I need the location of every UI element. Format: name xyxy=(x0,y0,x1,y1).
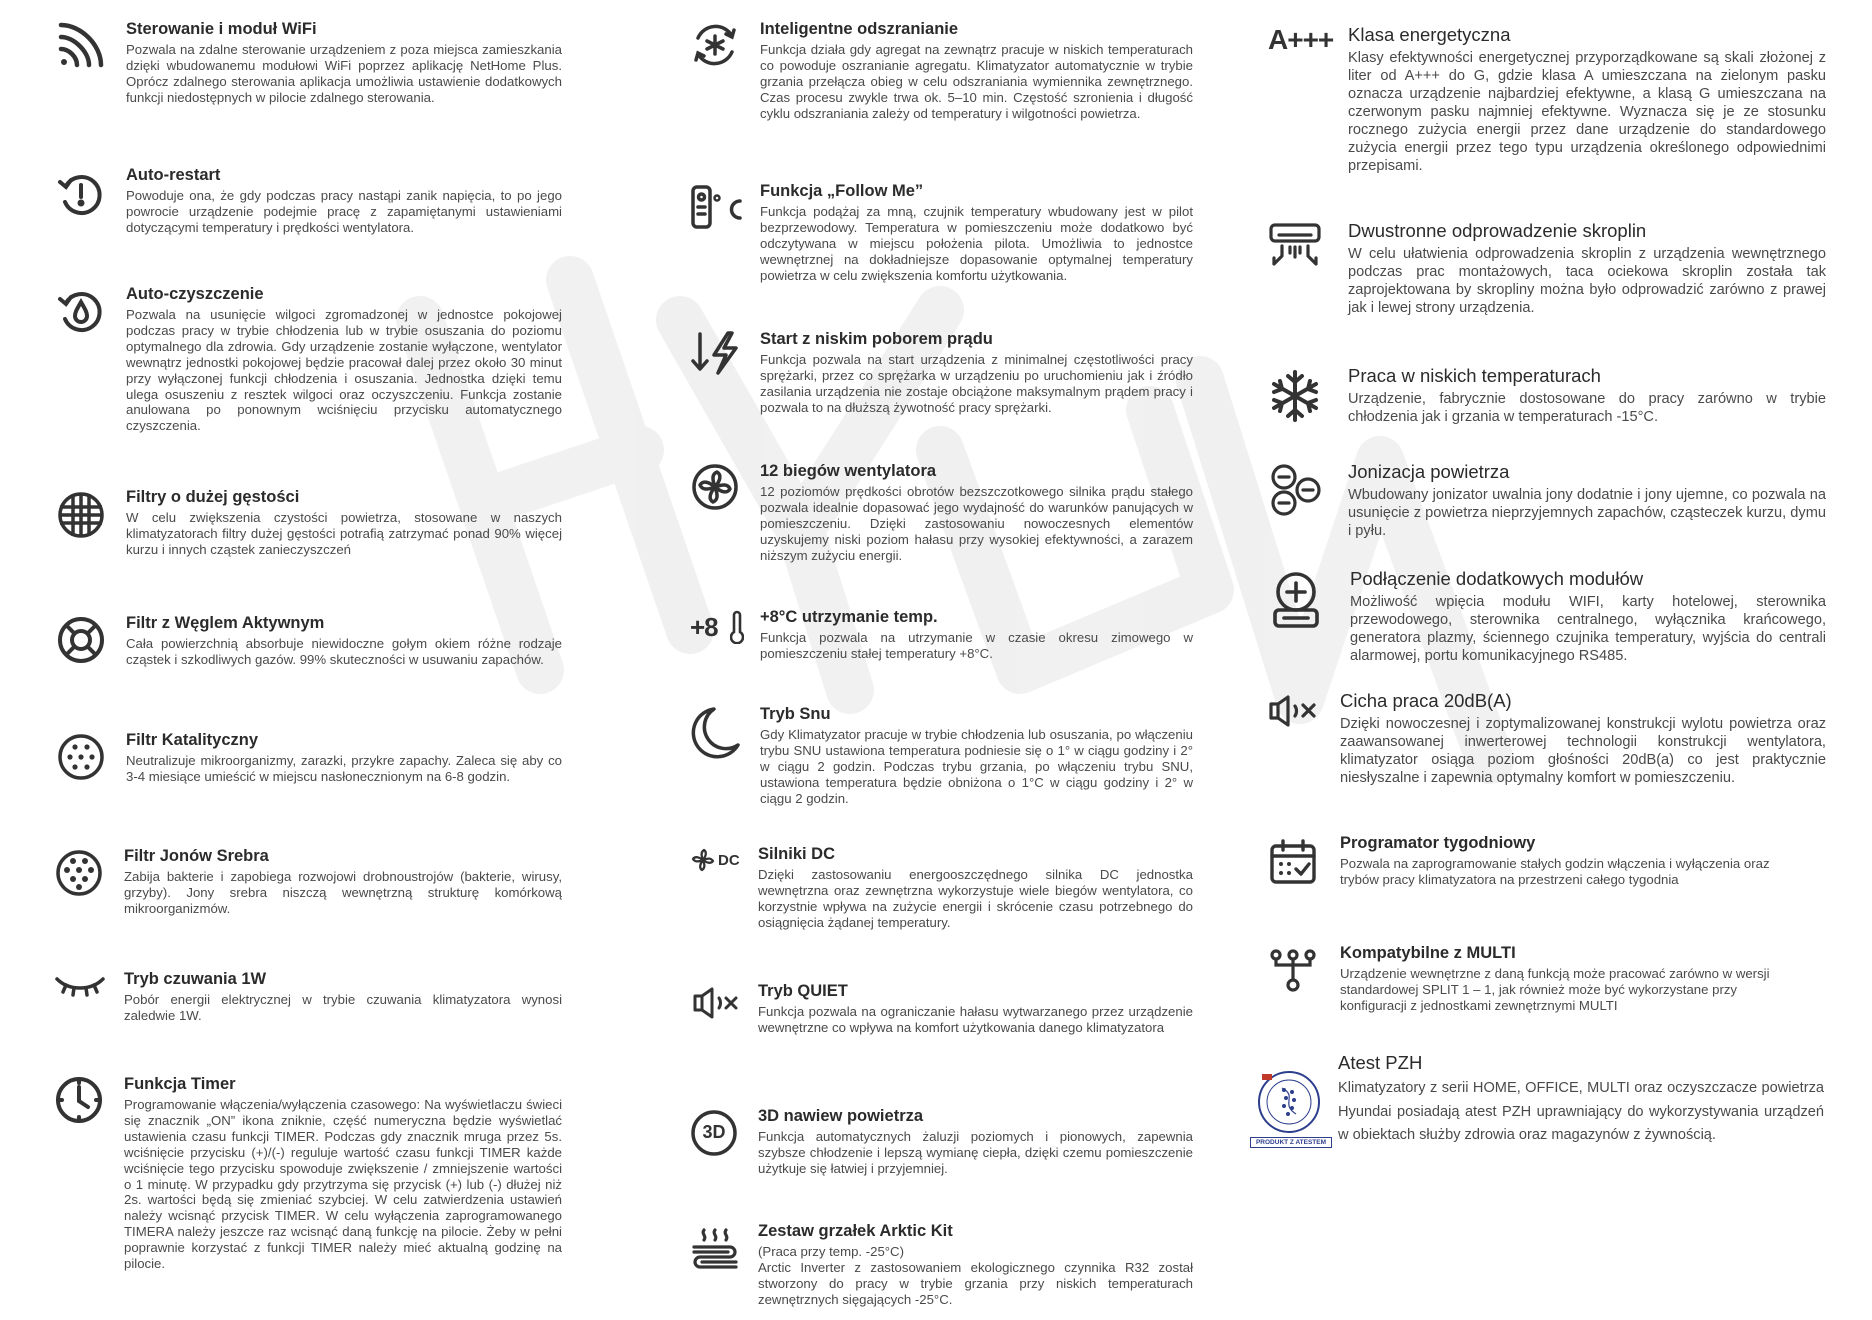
auto-clean-icon xyxy=(56,287,106,337)
energy-class-icon xyxy=(1268,24,1333,56)
follow-me-icon xyxy=(690,184,744,230)
feature-title: Filtr z Węglem Aktywnym xyxy=(126,614,325,632)
feature-desc: 12 poziomów prędkości obrotów bezszczotkowego silnika prądu stałego pozwala idealnie dopasować jego wydajność do warunków panujących w pomieszczeniu. Dzięki zastosowaniu nowoczesnych elementów uzyskujemy niski poziom hałasu przy wysokiej efektywności, a zarazem niższym zużyciu energii. xyxy=(760,484,1193,563)
feature-desc: Pozwala na zaprogramowanie stałych godzin włączenia i wyłączenia oraz trybów pracy klimatyzatora na przestrzeni całego tygodnia xyxy=(1340,856,1770,887)
dc-motor-icon xyxy=(690,847,746,873)
feature-title: Programator tygodniowy xyxy=(1340,834,1536,852)
feature-title: Zestaw grzałek Arktic Kit xyxy=(758,1222,953,1240)
standby-icon xyxy=(54,972,106,998)
timer-icon xyxy=(54,1075,104,1125)
feature-desc: Klimatyzatory z serii HOME, OFFICE, MULTI oraz oczyszczacze powietrza Hyundai posiadają atest PZH uprawniający do wykorzystywania urządzeń w obiektach służby zdrowia oraz magazynów z żywnością. xyxy=(1338,1080,1824,1143)
3d-label: 3D xyxy=(702,1122,726,1142)
feature-title: Start z niskim poborem prądu xyxy=(760,330,993,348)
feature-desc: Pobór energii elektrycznej w trybie czuwania klimatyzatora wynosi zaledwie 1W. xyxy=(124,992,562,1023)
feature-title: 12 biegów wentylatora xyxy=(760,462,937,480)
feature-desc: Programowanie włączenia/wyłączenia czasowego: Na wyświetlaczu świeci się znacznik „ON” ikona zniknie, część numeryczna będzie wyświetlać ustawienia czasu funkcji TIMER. Podczas gdy znacznik mruga przez 5s. wciśnięcie przycisku (+)/(-) reguluje wartość czasu funkcji TIMER każde wciśnięcie tego przycisku spowoduje zwiększenie / zmniejszenie wartości o 1 minutę. W przypadku gdy przytrzyma się przycisk (+) lub (-) dłużej niż 2s. wartości będą się zmieniać szybciej. W celu zatwierdzenia ustawień należy wcisnąć przycisk TIMER. W celu wyłączenia zaprogramowanego TIMERA należy jeszcze raz wcisnąć daną funkcję na pilocie. Żeby w pełni poprawnie korzystać z funkcji TIMER należy mieć aktualną godzinę na pilocie. xyxy=(124,1097,562,1272)
feature-title: Jonizacja powietrza xyxy=(1348,461,1510,482)
feature-title: Filtry o dużej gęstości xyxy=(126,488,300,506)
feature-title: Klasa energetyczna xyxy=(1348,24,1511,45)
feature-desc: Gdy Klimatyzator pracuje w trybie chłodzenia lub osuszania, po włączeniu trybu SNU ustawiona temperatura podniesie się o 1° w ciągu godziny i 2° w ciągu 2 godzin. Podczas trybu grzania, po włączeniu trybu SNU, ustawiona temperatura będzie obniżona o 1°C w ciągu godziny i 2° w ciągu 2 godzin. xyxy=(760,727,1193,806)
feature-desc: Pozwala na usunięcie wilgoci zgromadzonej w jednostce pokojowej podczas pracy w trybie chłodzenia lub w trybie osuszania do poziomu optymalnego dla zdrowia. Gdy urządzenie zostanie wyłączone, wentylator wewnątrz jednostki pokojowej będzie pracował dalej przez około 30 minut przy wyłączonej funkcji chłodzenia i osuszania. Jednostka dzięki temu ulega osuszeniu z resztek wilgoci oraz oczyszczeniu. Funkcja zostanie anulowana po ponownym wciśnięciu przycisku automatycznego czyszczenia. xyxy=(126,307,562,434)
feature-title: Tryb Snu xyxy=(760,705,831,723)
feature-title: Kompatybilne z MULTI xyxy=(1340,944,1516,962)
auto-restart-icon xyxy=(56,170,106,220)
feature-title: Auto-restart xyxy=(126,166,221,184)
feature-desc: Wbudowany jonizator uwalnia jony dodatnie i jony ujemne, co pozwala na usunięcie z powietrza nieprzyjemnych zapachów, cząsteczek kurzu, dymu i pyłu. xyxy=(1348,487,1826,539)
feature-title: Tryb QUIET xyxy=(758,982,848,1000)
feature-title: Sterowanie i moduł WiFi xyxy=(126,20,317,38)
feature-title: Atest PZH xyxy=(1338,1052,1423,1073)
feature-title: Inteligentne odszranianie xyxy=(760,20,959,38)
plus8-label: +8 xyxy=(690,612,718,642)
feature-desc: Funkcja pozwala na start urządzenia z minimalnej częstotliwości pracy sprężarki, przez co sprężarka w urządzeniu po uruchomieniu jak i źródło zasilania urządzenia nie zostaje obciążone maksymalnym prądem pracy i pozwala to na dłuższą żywotność pracy sprężarki. xyxy=(760,352,1193,415)
feature-desc: Funkcja pozwala na utrzymanie w czasie okresu zimowego w pomieszczeniu stałej temperatury +8°C. xyxy=(760,630,1193,661)
pzh-seal-icon xyxy=(1254,1070,1327,1150)
low-start-current-icon xyxy=(690,330,740,376)
3d-airflow-icon xyxy=(690,1109,738,1157)
feature-title: Tryb czuwania 1W xyxy=(124,970,267,988)
feature-desc: Powoduje ona, że gdy podczas pracy nastąpi zanik napięcia, to po jego powrocie urządzenie podejmie pracę z zapamiętanymi ustawieniami dotyczącymi temperatury i prędkości wentylatora. xyxy=(126,188,562,235)
defrost-icon xyxy=(690,20,740,70)
weekly-calendar-icon xyxy=(1268,838,1318,888)
heater-kit-icon xyxy=(690,1226,740,1276)
feature-subtitle: (Praca przy temp. -25°C) xyxy=(758,1244,904,1259)
feature-desc: Funkcja pozwala na ograniczanie hałasu wytwarzanego przez urządzenie wewnętrzne co wpływa na komfort użytkowania danego klimatyzatora xyxy=(758,1004,1193,1035)
energy-class-label: A+++ xyxy=(1268,24,1334,55)
condensate-drain-icon xyxy=(1268,222,1322,268)
feature-desc: W celu zwiększenia czystości powietrza, stosowane w naszych klimatyzatorach filtry dużej gęstości potrafią zatrzymać ponad 90% więcej kurzu i innych cząstek zanieczyszczeń xyxy=(126,510,562,557)
feature-desc: Urządzenie, fabrycznie dostosowane do pracy zarówno w trybie chłodzenia jak i grzania w temperaturach -15°C. xyxy=(1348,391,1826,425)
pzh-seal-text: PRODUKT Z ATESTEM xyxy=(1250,1137,1332,1148)
feature-title: Podłączenie dodatkowych modułów xyxy=(1350,568,1644,589)
quiet-speaker-icon xyxy=(690,986,740,1020)
high-density-filter-icon xyxy=(56,490,106,540)
feature-desc: Funkcja automatycznych żaluzji poziomych i pionowych, zapewnia szybsze chłodzenie i lepszą wymianę ciepła, dzięki czemu pomieszczenie użytkuje się łatwiej i przyjemniej. xyxy=(758,1129,1193,1176)
carbon-filter-icon xyxy=(56,615,106,665)
feature-desc: Funkcja podążaj za mną, czujnik temperatury wbudowany jest w pilot bezprzewodowy. Temperatura w pomieszczeniu może dodatkowo być odczytywana w miejscu położenia pilota. Umożliwia to jednostce wewnętrznej na dokładniejsze dopasowanie optymalnej temperatury powietrza w celu zwiększenia komfortu użytkowania. xyxy=(760,204,1193,283)
fan-speed-icon xyxy=(690,462,740,512)
feature-desc: Neutralizuje mikroorganizmy, zarazki, przykre zapachy. Zaleca się aby co 3-4 miesiące umieścić w miejscu nasłonecznionym na 6-8 godzin. xyxy=(126,753,562,784)
feature-title: Funkcja Timer xyxy=(124,1075,236,1093)
feature-title: 3D nawiew powietrza xyxy=(758,1107,924,1125)
feature-desc: Możliwość wpięcia modułu WIFI, karty hotelowej, sterownika przewodowego, sterownika centralnego, wyłącznika krańcowego, generatora plazmy, ściennego czujnika temperatury, wyjścia do centrali alarmowej, portu komunikacyjnego RS485. xyxy=(1350,594,1826,664)
silent-speaker-icon xyxy=(1266,694,1320,728)
feature-desc: Dzięki zastosowaniu energooszczędnego silnika DC jednostka wewnętrzna oraz zewnętrzna wykorzystuje wiele biegów wentylatora, co korzystnie wpływa na zużycie energii i skrócenie czasu potrzebnego do osiągnięcia żądanej temperatury. xyxy=(758,867,1193,930)
feature-desc: Arctic Inverter z zastosowaniem ekologicznego czynnika R32 został stworzony do pracy w trybie grzania przy niskich temperaturach zewnętrznych sięgających -25°C. xyxy=(758,1259,1193,1307)
catalytic-filter-icon xyxy=(56,732,106,782)
feature-desc: Dzięki nowoczesnej i zoptymalizowanej konstrukcji wylotu powietrza oraz zaawansowanej inwerterowej technologii konstrukcji wentylatora, klimatyzator osiąga poziom głośności 20dB(a) co jest praktycznie niesłyszalne i zapewnia optymalny komfort w pomieszczeniu. xyxy=(1340,716,1826,786)
feature-title: Praca w niskich temperaturach xyxy=(1348,365,1601,386)
feature-title: Dwustronne odprowadzenie skroplin xyxy=(1348,220,1647,241)
feature-title: Filtr Katalityczny xyxy=(126,731,259,749)
feature-desc: Cała powierzchnią absorbuje niewidoczne gołym okiem różne rodzaje cząstek i szkodliwych gazów. 99% skuteczności w usuwaniu zapachów. xyxy=(126,636,562,667)
feature-desc: Zabija bakterie i zapobiega rozwojowi drobnoustrojów (bakterie, wirusy, grzyby). Jony srebra niszczą wewnętrzną strukturę komórkową mikroorganizmów. xyxy=(124,869,562,916)
silver-ion-filter-icon xyxy=(54,848,104,898)
feature-title: +8°C utrzymanie temp. xyxy=(760,608,938,626)
snowflake-icon xyxy=(1268,369,1322,423)
feature-title: Filtr Jonów Srebra xyxy=(124,847,269,865)
feature-desc: W celu ułatwienia odprowadzenia skroplin z urządzenia wewnętrznego podczas prac montażowych, taca ociekowa skroplin została tak zaprojektowana by skropliny można było odprowadzić zarówno z prawej jak i lewej strony urządzenia. xyxy=(1348,246,1826,316)
feature-title: Cicha praca 20dB(A) xyxy=(1340,690,1512,711)
feature-desc: Funkcja działa gdy agregat na zewnątrz pracuje w niskich temperaturach co powoduje oszranianie agregatu. Klimatyzator automatycznie w trybie grzania przełącza obieg w celu odszraniania wymiennika zewnętrznego. Czas procesu zwykle trwa ok. 5–10 min. Częstość szronienia i długość cyklu odszraniania zależy od temperatury i wilgotności powietrza. xyxy=(760,42,1193,121)
feature-title: Silniki DC xyxy=(758,845,836,863)
multi-split-icon xyxy=(1268,948,1318,994)
feature-title: Funkcja „Follow Me” xyxy=(760,182,924,200)
ionizer-icon xyxy=(1268,463,1322,517)
feature-desc: Pozwala na zdalne sterowanie urządzeniem z poza miejsca zamieszkania dzięki wbudowanemu modułowi WiFi poprzez aplikację NetHome Plus. Oprócz zdalnego sterowania aplikacja umożliwia ustawienie dodatkowych funkcji niedostępnych w pilocie zdalnego sterowania. xyxy=(126,42,562,105)
feature-desc: Klasy efektywności energetycznej przyporządkowane są skali złożonej z liter od A+++ do G, gdzie klasa A umieszczana na zielonym pasku oznacza urządzenie najbardziej efektywne, a klasą G umieszczana na czerwonym pasku najmniej efektywne. Wyznacza się je ze stosunku rocznego zużycia energii przez dane urządzenie do standardowego zużycia energii przez tego typu urządzenia określonego odpowiednimi przepisami. xyxy=(1348,50,1826,174)
dc-label: DC xyxy=(718,852,740,869)
add-module-icon xyxy=(1270,570,1322,630)
moon-icon xyxy=(690,705,742,761)
feature-desc: Urządzenie wewnętrzne z daną funkcją może pracować zarówno w wersji standardowej SPLIT 1 – 1, jak również może być wykorzystane przy konfiguracji z jednostkami zewnętrznymi MULTI xyxy=(1340,966,1770,1013)
feature-title: Auto-czyszczenie xyxy=(126,285,264,303)
plus8-thermometer-icon xyxy=(690,610,746,644)
wifi-icon xyxy=(56,18,108,70)
